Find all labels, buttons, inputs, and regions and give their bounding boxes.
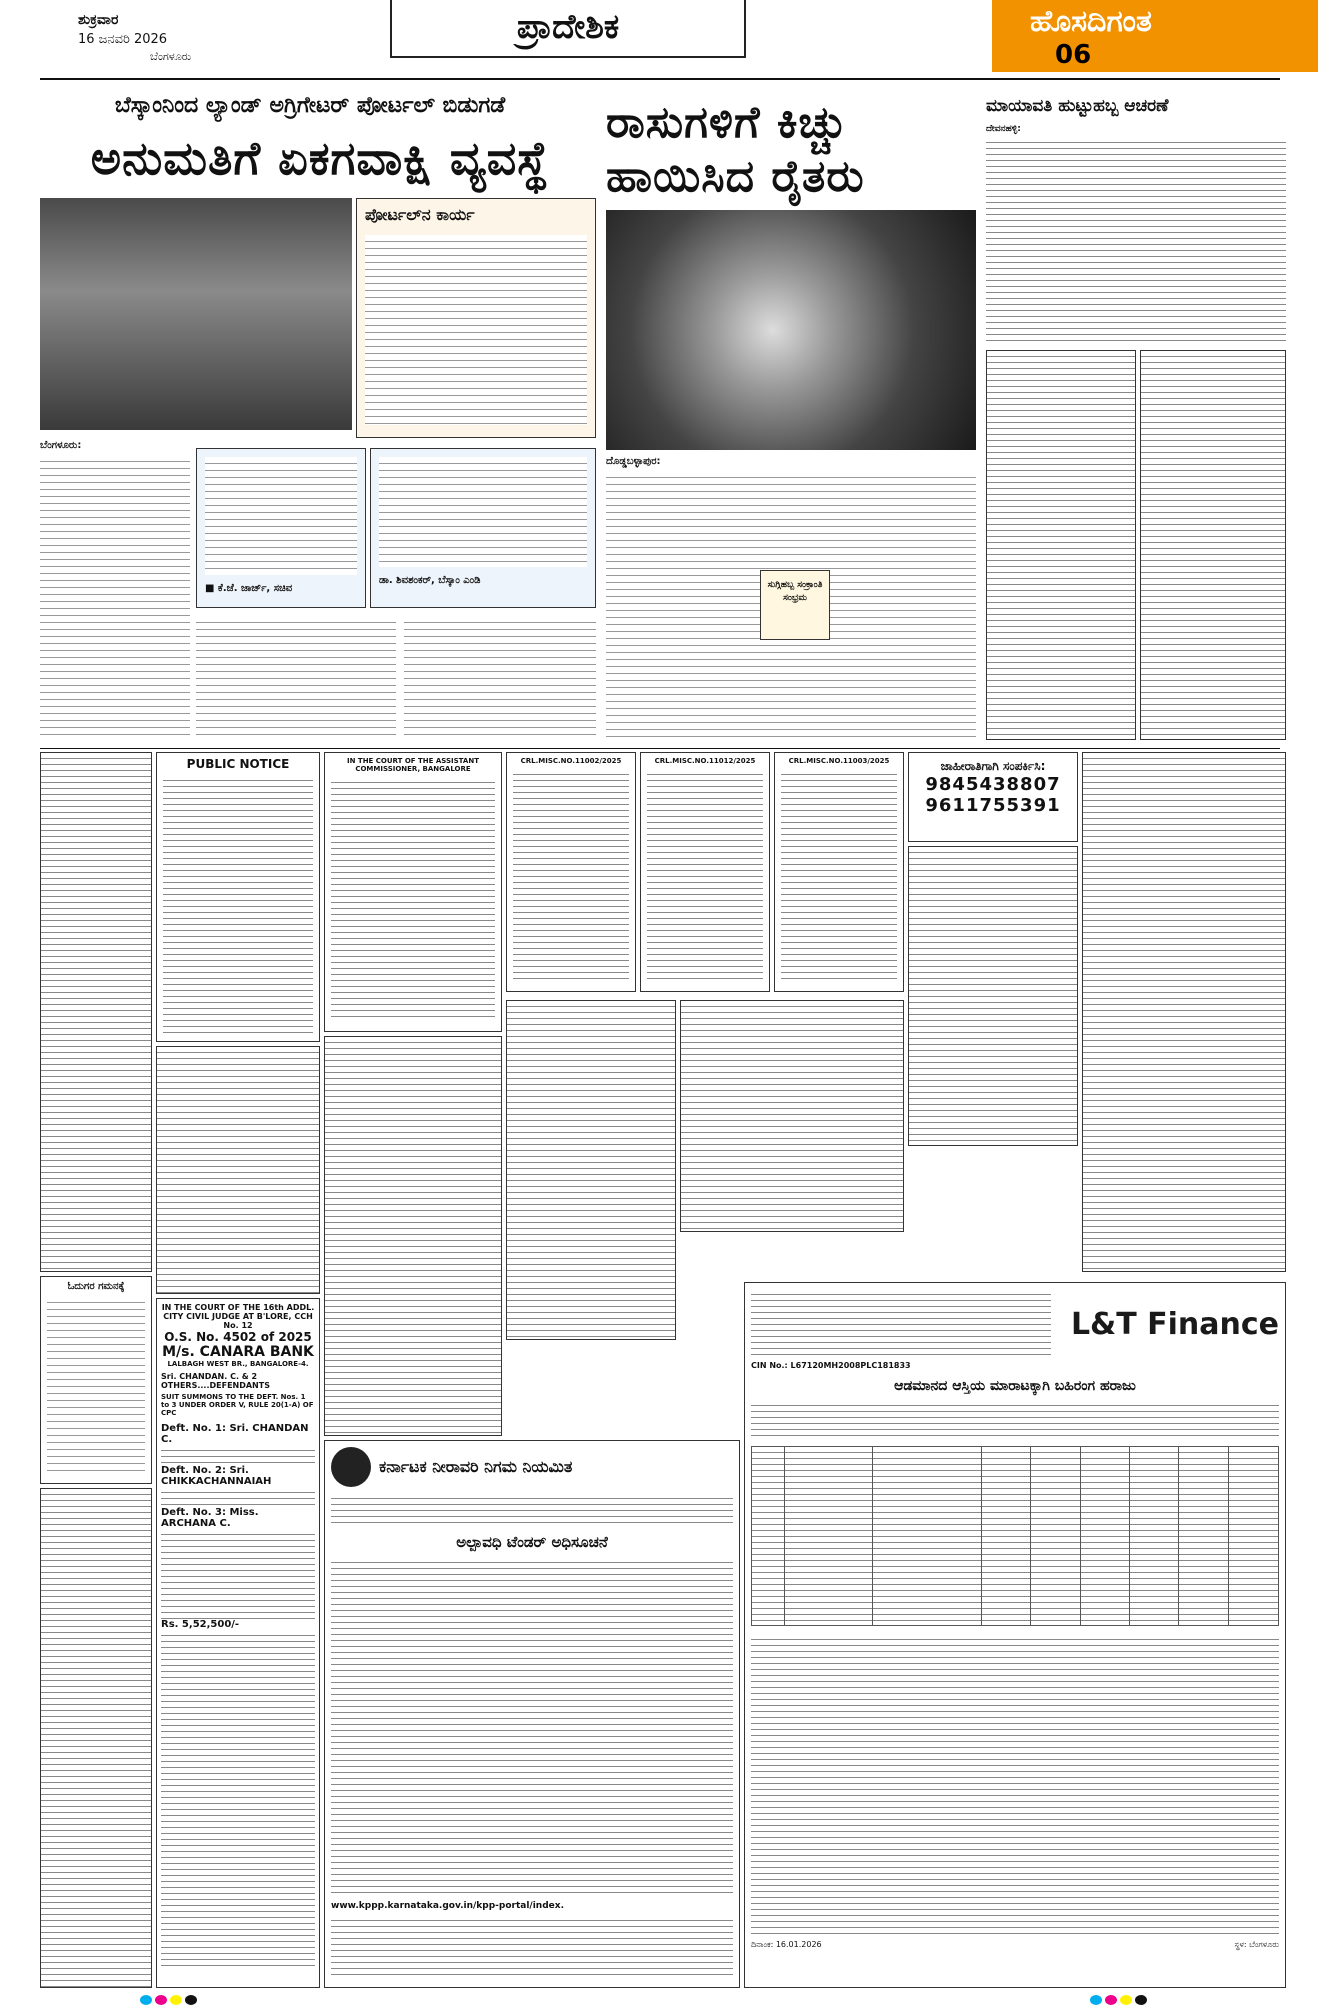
story1-col2-text [196,616,396,740]
court-notice-1-title: IN THE COURT OF THE ASSISTANT COMMISSIONER, BANGALORE [347,757,479,773]
lt-table-col [1031,1447,1080,1625]
water-board-name: ಕರ್ನಾಟಕ ನೀರಾವರಿ ನಿಗಮ ನಿಯಮಿತ [379,1457,573,1476]
story1-dateline: ಬೆಂಗಳೂರು: [40,440,82,451]
reader-notice-title: ಓದುಗರ ಗಮನಕ್ಕೆ [67,1281,125,1292]
color-marks-right [1090,1995,1150,2005]
tender-notice [324,1440,740,1988]
portal-box-title: ಪೋರ್ಟಲ್‌ನ ಕಾರ್ಯ [365,205,475,224]
quote-box-2 [370,448,596,608]
portal-info-box [356,198,596,438]
lt-date: ದಿನಾಂಕ: 16.01.2026 [751,1940,822,1949]
deft-2: Deft. No. 2: Sri. CHIKKACHANNAIAH [161,1465,272,1487]
notice-box-kannada-1 [324,1036,502,1436]
story1-col3-text [404,616,596,740]
case-1-text [513,769,629,981]
lt-terms [751,1634,1279,1934]
lt-intro [751,1400,1279,1440]
quote1-author: ■ ಕೆ.ಜೆ. ಜಾರ್ಜ್, ಸಚಿವ [205,583,293,594]
canara-suit-notice [156,1298,320,1988]
page-number: 06 [1055,40,1092,70]
case-3-title: CRL.MISC.NO.11003/2025 [788,757,890,765]
lt-table-col [1130,1447,1179,1625]
reader-notice-text [47,1296,145,1472]
magenta-mark [1105,1995,1117,2005]
deft-3-detail [161,1529,315,1619]
notice-col-far-right [1082,752,1286,1272]
lt-heading: ಆಡಮಾನದ ಆಸ್ತಿಯ ಮಾರಾಟಕ್ಕಾಗಿ ಬಹಿರಂಗ ಹರಾಜು [894,1378,1136,1394]
story3-headline: ಮಾಯಾವತಿ ಹುಟ್ಟುಹಬ್ಬ ಆಚರಣೆ [986,96,1169,116]
lt-table-col [982,1447,1031,1625]
canara-bank: M/s. CANARA BANK [162,1344,314,1360]
date-label: 16 ಜನವರಿ 2026 [78,32,168,47]
lt-table-col [1081,1447,1130,1625]
quote1-text [205,457,357,575]
notice-box-padmavathi [506,1000,676,1340]
deft-1: Deft. No. 1: Sri. CHANDAN C. [161,1423,309,1445]
ad-contact-title: ಜಾಹೀರಾತಿಗಾಗಿ ಸಂಪರ್ಕಿಸಿ: [940,759,1046,773]
yellow-mark [170,1995,182,2005]
case-2-text [647,769,763,981]
tender-body [331,1557,733,1897]
canara-vs: Sri. CHANDAN. C. & 2 OTHERS....DEFENDANTS [161,1372,270,1390]
lt-table-col [752,1447,785,1625]
quote2-text [379,457,587,567]
deft-2-detail [161,1487,315,1507]
story2-headline: ರಾಸುಗಳಿಗೆ ಕಿಚ್ಚು ಹಾಯಿಸಿದ ರೈತರು [606,97,865,202]
cyan-mark [140,1995,152,2005]
fire-ritual-photo [606,210,976,450]
ad-contact-box [908,752,1078,842]
canara-amount: Rs. 5,52,500/- [161,1619,240,1630]
public-notice-box [156,752,320,1042]
case-3-text [781,769,897,981]
lt-table-col [1179,1447,1228,1625]
court-notice-1-box [324,752,502,1032]
ad-phone-2: 9611755391 [925,795,1061,816]
story3-dateline: ದೇವನಹಳ್ಳಿ: [986,124,1021,134]
lt-company-address [751,1289,1051,1359]
canara-address: LALBAGH WEST BR., BANGALORE-4. [167,1360,309,1368]
notice-box-nelamangala [680,1000,904,1232]
court-notice-1-text [331,777,495,1021]
story1-col1 [40,440,190,740]
case-2-title: CRL.MISC.NO.11012/2025 [654,757,756,765]
case-notice-3 [774,752,904,992]
lt-table-col [1229,1447,1278,1625]
canara-court: IN THE COURT OF THE 16th ADDL. CITY CIVIL JUDGE AT B'LORE, CCH No. 12 [161,1303,315,1330]
section-title: ಪ್ರಾದೇಶಿಕ [390,0,746,58]
notice-box-right-1 [986,350,1136,740]
notice-box-rajeswari [156,1046,320,1294]
notice-col-right-mid [908,846,1078,1146]
lt-cin: CIN No.: L67120MH2008PLC181833 [751,1361,911,1370]
lt-table-col [873,1447,983,1625]
case-notice-2 [640,752,770,992]
brand-name: ಹೊಸದಿಗಂತ [1030,4,1152,39]
case-1-title: CRL.MISC.NO.11002/2025 [520,757,622,765]
lt-finance-logo: L&T Finance [1070,1306,1279,1342]
tender-footer [331,1915,733,1975]
tender-url[interactable]: www.kppp.karnataka.gov.in/kpp-portal/index. [331,1901,564,1911]
notice-col-1-bottom [40,1488,152,1988]
deft-3: Deft. No. 3: Miss. ARCHANA C. [161,1507,259,1529]
story1-col1-text [40,455,190,737]
story3-text [986,137,1286,343]
public-notice-title: PUBLIC NOTICE [186,757,290,771]
magenta-mark [155,1995,167,2005]
quote2-author: ಡಾ. ಶಿವಶಂಕರ್, ಬೆಸ್ಕಾಂ ಎಂಡಿ [379,575,481,586]
story1-kicker: ಬೆಸ್ಕಾಂನಿಂದ ಲ್ಯಾಂಡ್ ಅಗ್ರಿಗೇಟರ್ ಪೋರ್ಟಲ್ ಬಿಡುಗಡೆ [114,93,506,118]
parking-lot-photo [40,198,352,430]
festival-tag: ಸುಗ್ಗಿಹಬ್ಬ ಸಂಕ್ರಾಂತಿ ಸಂಭ್ರಮ [760,570,830,640]
notice-box-right-2 [1140,350,1286,740]
cyan-mark [1090,1995,1102,2005]
portal-box-text [365,235,587,425]
lt-property-table [751,1446,1279,1626]
deft-1-detail [161,1445,315,1465]
lt-place: ಸ್ಥಳ: ಬೆಂಗಳೂರು [1234,1940,1279,1949]
ad-phone-1: 9845438807 [925,774,1061,795]
case-notice-1 [506,752,636,992]
day-label: ಶುಕ್ರವಾರ [78,12,119,28]
yellow-mark [1120,1995,1132,2005]
notice-col-1 [40,752,152,1272]
header-rule [40,78,1280,80]
section-divider [40,748,1280,749]
lt-finance-notice [744,1282,1286,1988]
tender-title: ಅಲ್ಪಾವಧಿ ಟೆಂಡರ್ ಅಧಿಸೂಚನೆ [456,1533,608,1551]
public-notice-text [163,775,313,1037]
canara-body [161,1630,315,1970]
reader-notice-box [40,1276,152,1484]
story2-dateline: ದೊಡ್ಡಬಳ್ಳಾಪುರ: [606,456,661,467]
canara-summons: SUIT SUMMONS TO THE DEFT. Nos. 1 to 3 UNDER ORDER V, RULE 20(1-A) OF CPC [161,1393,314,1417]
lt-table-col [785,1447,873,1625]
black-mark [185,1995,197,2005]
black-mark [1135,1995,1147,2005]
canara-os: O.S. No. 4502 of 2025 [164,1330,312,1344]
tender-address [331,1493,733,1527]
quote-box-1 [196,448,366,608]
irrigation-logo-icon [331,1447,371,1487]
story3-body [986,124,1286,344]
color-marks-left [140,1995,200,2005]
city-label: ಬೆಂಗಳೂರು [150,50,192,63]
story1-headline: ಅನುಮತಿಗೆ ಏಕಗವಾಕ್ಷಿ ವ್ಯವಸ್ಥೆ [90,131,550,185]
